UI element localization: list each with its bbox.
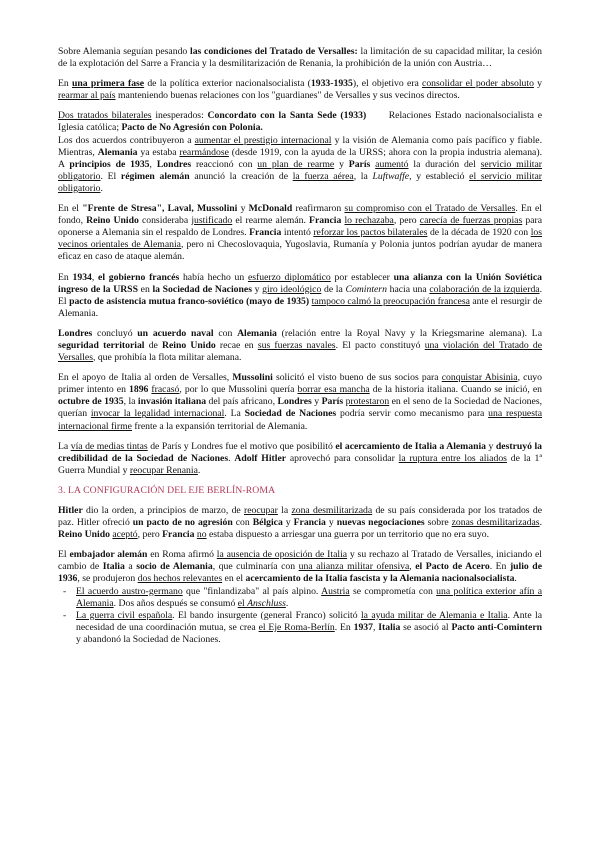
text: de París y Londres fue el motivo que posibilitó (147, 440, 336, 452)
bold-text: invasión italiana (137, 396, 207, 408)
bold-text: octubre de 1935 (58, 396, 124, 408)
text: sobre (424, 517, 452, 529)
text: de (144, 339, 163, 351)
text: . En el fondo, (58, 203, 542, 227)
underlined-text: reocupar Renania (129, 464, 198, 476)
bold-text: Concordato con la Santa Sede (207, 110, 337, 122)
underlined-text: conquistar Abisinia (441, 372, 518, 384)
text: El (58, 549, 70, 561)
underlined-text: no (196, 529, 207, 541)
text: . El (58, 283, 543, 307)
text: . El pacto constituyó (335, 339, 425, 351)
text: y (282, 517, 294, 529)
text: se asoció al (400, 621, 452, 633)
bold-text: Italia (102, 561, 125, 573)
text: y (237, 203, 249, 215)
bold-text: Londres (277, 396, 312, 408)
bold-text: el acercamiento de Italia a Alemania (335, 440, 487, 452)
bold-text: 1937 (353, 621, 373, 633)
text: concluyó (92, 327, 138, 339)
text: La (58, 440, 71, 452)
text: intentó (281, 227, 314, 239)
event-list (58, 586, 542, 646)
list-item-spanish-civil-war (76, 610, 542, 646)
bold-text: la Sociedad de Naciones (152, 283, 252, 295)
italic-text: Comintern (345, 283, 387, 295)
text: y la visión de Alemania como país pacífico y fiable. Mientras, (58, 134, 543, 158)
text: , pero (393, 215, 420, 227)
bold-text: 1896 (129, 384, 149, 396)
text: . (539, 517, 542, 529)
paragraph-versailles-conditions (58, 46, 542, 70)
text: En el (58, 203, 83, 215)
text: En (58, 271, 73, 283)
underlined-text: la ruptura entre los aliados (398, 452, 507, 464)
bold-text: "Frente de Stresa", Laval, Mussolini (82, 203, 238, 215)
underlined-text: zonas desmilitarizadas (451, 517, 540, 529)
bold-text: un pacto de no agresión (132, 517, 233, 529)
bold-text: principios de 1935 (69, 158, 150, 170)
bold-text: julio de 1936 (58, 561, 542, 585)
bold-text: (1933) (336, 110, 367, 122)
text (542, 272, 552, 283)
text: y abandonó la Sociedad de Naciones. (76, 633, 221, 645)
text: dio la orden, a principios de marzo, de (82, 505, 244, 516)
text: con (213, 327, 238, 339)
bold-text: las condiciones del Tratado de Versalles: (190, 46, 358, 57)
text: con (232, 517, 253, 529)
paragraph-first-phase (58, 78, 542, 102)
underlined-text: colaboración de la izquierda (429, 283, 540, 295)
text: hacia una (386, 283, 430, 295)
text: . La (224, 408, 245, 420)
text: la limitación de su capacidad militar, la cesión de la explotación del Sarre a Francia y la desmilitarización de Renania, la prohibición de la unión con Austria… (58, 46, 542, 70)
text: . (285, 597, 289, 609)
underlined-text: La guerra civil española (76, 609, 173, 621)
text: y (533, 78, 543, 90)
list-item-austro-german (76, 586, 542, 610)
underlined-text: dos hechos relevantes (137, 573, 223, 585)
underlined-text: reforzar los pactos bilaterales (313, 227, 428, 239)
text: reafirmaron (292, 203, 345, 215)
text: aprovechó para consolidar (286, 452, 399, 464)
underlined-text: su compromiso con el Tratado de Versalles (344, 203, 516, 215)
bold-text: Mussolini (232, 372, 273, 384)
bold-text: acercamiento de la Italia fascista y la Alemania nacionalsocialista (245, 573, 515, 585)
bold-text: un acuerdo naval (137, 327, 214, 339)
bold-text: el gobierno francés (98, 271, 180, 283)
bold-text: pacto de asistencia mutua franco-soviético (mayo de 1935) (69, 295, 310, 307)
bold-text: una alianza con la Unión Soviética (393, 271, 543, 283)
bold-text: París (321, 396, 344, 408)
underlined-text: protestaron (345, 396, 390, 408)
paragraph-stresa-front (58, 203, 542, 263)
text: ya estaba (137, 146, 180, 158)
text: de la (321, 283, 346, 295)
text: manteniendo buenas relaciones con los "guardianes" de Versalles y sus vecinos directos. (115, 90, 460, 102)
text: . (228, 452, 235, 464)
underlined-text: una respuesta internacional firme (58, 408, 542, 432)
underlined-text: aumentar el prestigio internacional (194, 134, 332, 146)
text: que "finlandizaba" al país alpino. (182, 585, 322, 597)
text: , (409, 561, 416, 573)
underlined-text: la fuerza aérea (292, 170, 354, 182)
text: podría servir como mecanismo para (336, 408, 489, 420)
bold-text: destruyó la credibilidad de la Sociedad de Naciones (58, 440, 543, 464)
underlined-text: esfuerzo diplomático (247, 271, 331, 283)
underlined-text: rearmar al país (58, 90, 116, 102)
text: frente a la expansión territorial de Alemania. (131, 420, 308, 432)
bold-text: Francia (293, 517, 326, 529)
text: . El bando insurgente (general Franco) solicitó (172, 609, 361, 621)
bold-text: Reino Unido (58, 529, 110, 541)
text: el rearme alemán. (232, 215, 310, 227)
text: y su rechazo al Tratado de Versalles, iniciando el cambio de (58, 549, 542, 573)
text: y (486, 440, 496, 452)
bold-text: Alemania (97, 146, 138, 158)
underlined-text: carecía de fuerzas propias (419, 215, 523, 227)
paragraph-franco-soviet (58, 272, 542, 320)
bold-text: Italia (378, 621, 401, 633)
bold-text: Francia (309, 215, 342, 227)
text: ante el resurgir de Alemania. (58, 295, 543, 319)
bold-text: McDonald (248, 203, 293, 215)
text: anunció la creación de (189, 170, 293, 182)
bold-text: Sociedad de Naciones (244, 408, 337, 420)
text: , (149, 158, 157, 170)
paragraph-reoccupation (58, 505, 542, 541)
text: En el apoyo de Italia al orden de Versalles, (58, 372, 233, 384)
text: y (325, 517, 337, 529)
bold-text: Alemania (237, 327, 277, 339)
bold-text: 1934 (72, 271, 92, 283)
text: , que prohibía la flota militar alemana. (92, 352, 242, 364)
underlined-italic-text: Anschluss (247, 597, 286, 609)
text: en el (222, 573, 246, 585)
underlined-text: los vecinos orientales de Alemania (58, 227, 542, 251)
text: Los dos acuerdos contribuyeron a (58, 134, 195, 146)
text: se comprometía con (349, 585, 437, 597)
text: la (277, 505, 292, 516)
bold-text: Reino Unido (86, 215, 139, 227)
paragraph-abyssinia (58, 372, 542, 432)
bold-text: Francia (162, 529, 195, 541)
underlined-text: una alianza militar ofensiva (298, 561, 410, 573)
paragraph-bilateral-treaties (58, 110, 545, 134)
paragraph-half-measures (58, 441, 542, 477)
underlined-text: borrar esa mancha (297, 384, 370, 396)
section-heading: 3. LA CONFIGURACIÓN DEL EJE BERLÍN-ROMA (58, 484, 276, 496)
text: solicitó el visto bueno de sus socios para (272, 372, 442, 384)
paragraph-rearmament (58, 135, 542, 195)
text: a (124, 561, 137, 573)
underlined-text: una violación del Tratado de Versalles (58, 339, 543, 364)
text: y (334, 158, 349, 170)
text: de la década de 1920 con (427, 227, 531, 239)
bold-text: el Pacto de Acero (415, 561, 490, 573)
text: . (514, 573, 517, 585)
underlined-text: El acuerdo austro-germano (76, 585, 183, 597)
text: , por lo que Mussolini quería (179, 384, 298, 396)
text: , se produjeron (77, 573, 138, 585)
bold-text: nuevas negociaciones (336, 517, 425, 529)
text: había hecho un (179, 271, 248, 283)
bold-text: socio de Alemania (136, 561, 213, 573)
paragraph-german-ambassador (58, 549, 542, 585)
text: . Dos años después se consumó (113, 597, 238, 609)
text: , pero (137, 529, 163, 541)
bold-text: París (348, 158, 371, 170)
bold-text: embajador alemán (69, 549, 148, 561)
text: del país africano, (206, 396, 278, 408)
text: . En (334, 621, 354, 633)
underlined-text: consolidar el poder absoluto (422, 78, 534, 90)
text: En (58, 78, 72, 90)
text: . En (489, 561, 510, 573)
underlined-text: el servicio militar obligatorio (58, 170, 543, 194)
underlined-text: Dos tratados bilaterales (58, 110, 152, 122)
text: la duración del (408, 158, 481, 170)
bold-text: Francia (249, 227, 282, 239)
bold-text: ingreso de la URSS (58, 283, 138, 295)
text: , pero ni Checoslovaquia, Yugoslavia, Rumanía y Polonia juntos podrían ayudar de manera eficaz en caso de ataque alemán. (58, 239, 543, 263)
bold-text: Adolf Hitler (234, 452, 287, 464)
underlined-text: Austria (321, 585, 350, 597)
text: . (197, 464, 201, 476)
text: de la política exterior nacionalsocialista ( (144, 78, 311, 90)
underlined-text: servicio militar obligatorio (58, 158, 543, 182)
text: Relaciones Estado nacionalsocialista e Iglesia católica; (58, 110, 545, 134)
text: , la (123, 396, 138, 408)
text: , que culminaría con (212, 561, 299, 573)
underlined-text: un plan de rearme (257, 158, 335, 170)
text: en Roma afirmó (147, 549, 217, 561)
underlined-text: zona desmilitarizada (291, 505, 373, 516)
text: , la (353, 170, 373, 182)
text: y (251, 283, 263, 295)
underlined-text: el (237, 597, 248, 609)
underlined-text: aceptó (112, 529, 138, 541)
underlined-text: lo rechazaba (344, 215, 394, 227)
bold-text: Reino Unido (162, 339, 216, 351)
text: . Ante la necesidad de una coordinación mutua, se crea (76, 609, 542, 633)
text: , cuyo primer intento en (58, 372, 542, 396)
bold-text: Londres (58, 327, 93, 339)
bold-text: Pacto anti-Comintern (451, 621, 543, 633)
underlined-text: tampoco calmó la preocupación francesa (311, 295, 470, 307)
text: Sobre Alemania seguían pesando (58, 46, 190, 57)
underlined-text: vía de medias tintas (70, 440, 148, 452)
text: de la 1ª Guerra Mundial y (58, 452, 543, 476)
underlined-text: el Eje Roma-Berlín (258, 621, 335, 633)
text: . (100, 182, 103, 194)
bold-text: Hitler (58, 505, 83, 516)
underlined-text: una política exterior afín a Alemania (76, 585, 543, 609)
text: en (137, 283, 153, 295)
text: y (311, 396, 322, 408)
bold-underlined-text: una primera fase (72, 78, 145, 90)
text: por establecer (330, 271, 394, 283)
underlined-text: fracasó (151, 384, 180, 396)
underlined-text: la ayuda militar de Alemania e Italia (360, 609, 508, 621)
paragraph-naval-agreement (58, 328, 542, 364)
underlined-text: giro ideológico (262, 283, 322, 295)
bold-text: Bélgica (252, 517, 283, 529)
text: (relación entre la Royal Navy y la Kriegsmarine alemana). La (276, 327, 543, 339)
bold-text: Londres (156, 158, 192, 170)
text: , y estableció (409, 170, 470, 182)
underlined-text: reocupar (244, 505, 278, 516)
underlined-text: sus fuerzas navales (257, 339, 336, 351)
underlined-text: justificado (191, 215, 233, 227)
text: inesperados: (151, 110, 208, 122)
bold-text: seguridad territorial (58, 339, 145, 351)
underlined-text: rearmándose (179, 146, 229, 158)
text: de la historia italiana. Cuando se inició, en (369, 384, 543, 396)
text: reaccionó con (191, 158, 258, 170)
underlined-text: invocar la legalidad internacional (90, 408, 225, 420)
text: de su país considerada por los tratados de paz. Hitler ofreció (58, 505, 542, 529)
text: estaba dispuesto a arriesgar una guerra por un territorio que no era suyo. (206, 529, 489, 541)
text: (desde 1919, con la ayuda de la URSS; ahora con la propia industria alemana). A (58, 146, 542, 170)
text: en el seno de la Sociedad de Naciones, querían (58, 396, 543, 420)
italic-text: Luftwaffe (372, 170, 410, 182)
text: consideraba (138, 215, 192, 227)
text: , (372, 621, 379, 633)
underlined-text: la ausencia de oposición de Italia (216, 549, 348, 561)
text: . El (100, 170, 121, 182)
bold-text: Pacto de No Agresión con Polonia. (121, 122, 263, 134)
bold-text: régimen alemán (120, 170, 190, 182)
text: para oponerse a Alemania sin el respaldo de Londres. (58, 215, 543, 239)
text: ), el objetivo era (352, 78, 423, 90)
underlined-text: aumentó (375, 158, 409, 170)
bold-text: 1933-1935 (310, 78, 353, 90)
text: recae en (215, 339, 258, 351)
text: , (91, 271, 99, 283)
